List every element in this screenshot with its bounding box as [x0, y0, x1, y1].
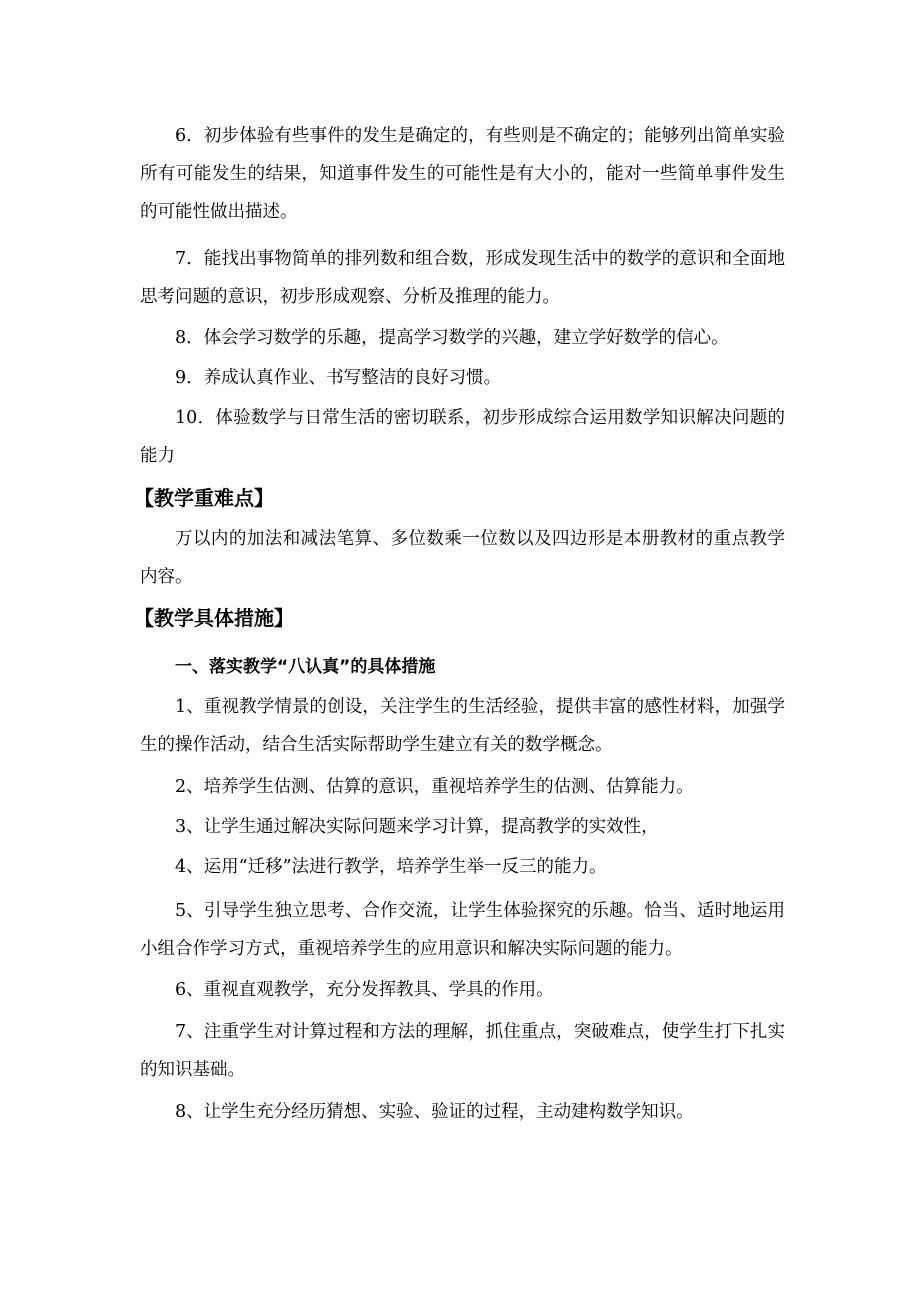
measure-item-5: 5、引导学生独立思考、合作交流，让学生体验探究的乐趣。恰当、适时地运用小组合作学习方式，重视培养学生的应用意识和解决实际问题的能力。 [140, 901, 785, 959]
measure-item-6: 6、重视直观教学，充分发挥教具、学具的作用。 [175, 980, 554, 1000]
measure-item-2: 2、培养学生估测、估算的意识，重视培养学生的估测、估算能力。 [175, 777, 694, 797]
objective-item-6: 6．初步体验有些事件的发生是确定的，有些则是不确定的；能够列出简单实验所有可能发生的结果，知道事件发生的可能性是有大小的，能对一些简单事件发生的可能性做出描述。 [140, 126, 785, 222]
measures-heading: 【教学具体措施】 [134, 606, 294, 630]
measure-item-7: 7、注重学生对计算过程和方法的理解，抓住重点，突破难点，使学生打下扎实的知识基础。 [140, 1022, 785, 1080]
objective-item-8: 8．体会学习数学的乐趣，提高学习数学的兴趣，建立学好数学的信心。 [175, 328, 729, 348]
measure-item-1: 1、重视教学情景的创设，关注学生的生活经验，提供丰富的感性材料，加强学生的操作活动，结合生活实际帮助学生建立有关的数学概念。 [140, 697, 785, 755]
measure-item-4: 4、运用“迁移”法进行教学，培养学生举一反三的能力。 [175, 857, 607, 877]
measures-subheading: 一、落实教学“八认真”的具体措施 [175, 657, 436, 677]
measure-item-3: 3、让学生通过解决实际问题来学习计算，提高教学的实效性， [175, 817, 659, 837]
measure-item-8: 8、让学生充分经历猜想、实验、验证的过程，主动建构数学知识。 [175, 1102, 694, 1122]
keypoints-text: 万以内的加法和减法笔算、多位数乘一位数以及四边形是本册教材的重点教学内容。 [140, 529, 785, 587]
objective-item-9: 9．养成认真作业、书写整洁的良好习惯。 [175, 368, 502, 388]
keypoints-heading: 【教学重难点】 [134, 486, 274, 510]
objective-item-7: 7．能找出事物简单的排列数和组合数，形成发现生活中的数学的意识和全面地思考问题的意识，初步形成观察、分析及推理的能力。 [140, 249, 785, 307]
objective-item-10: 10．体验数学与日常生活的密切联系，初步形成综合运用数学知识解决问题的能力 [140, 408, 785, 466]
